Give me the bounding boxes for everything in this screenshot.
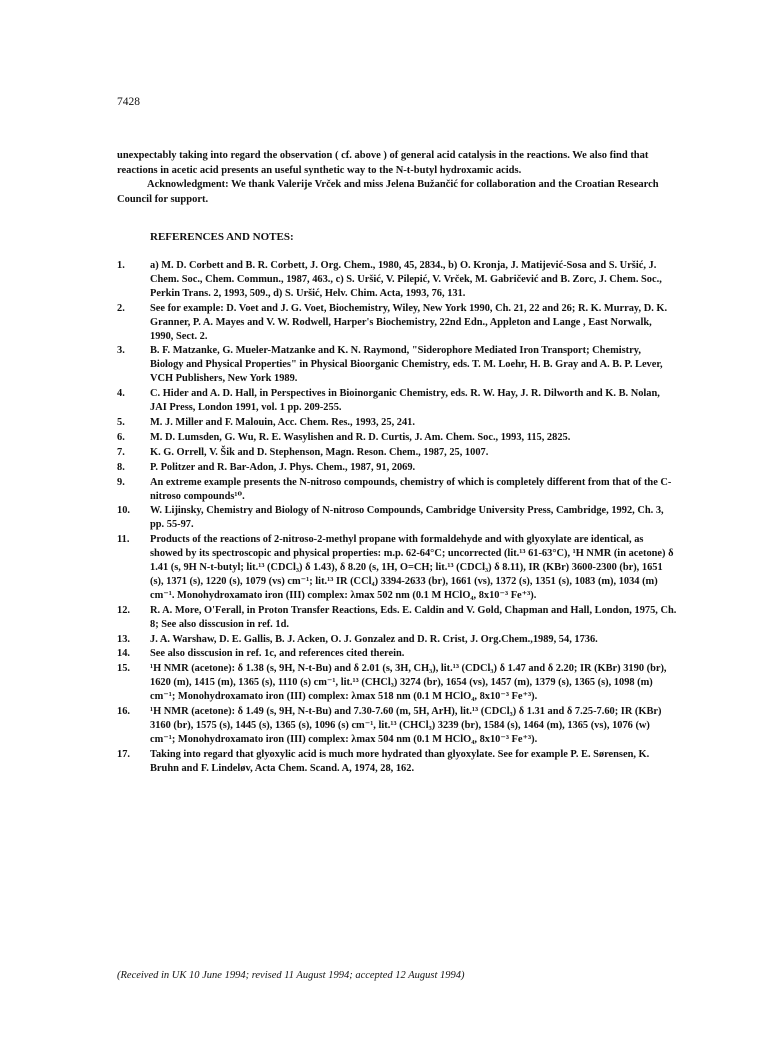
reference-number: 9. xyxy=(117,476,125,488)
reference-number: 16. xyxy=(117,706,130,718)
reference-number: 12. xyxy=(117,604,130,616)
reference-item xyxy=(117,446,677,460)
reference-number: 2. xyxy=(117,302,125,314)
reference-item xyxy=(117,416,677,430)
references-heading: REFERENCES AND NOTES: xyxy=(150,231,294,243)
reference-number: 13. xyxy=(117,633,130,645)
reference-number: 5. xyxy=(117,416,125,428)
reference-item xyxy=(117,504,677,532)
reference-number: 8. xyxy=(117,461,125,473)
reference-number: 17. xyxy=(117,748,130,760)
reference-item xyxy=(117,431,677,445)
reference-number: 6. xyxy=(117,431,125,443)
reference-item xyxy=(117,259,677,301)
reference-item xyxy=(117,705,677,747)
reference-text: M. D. Lumsden, G. Wu, R. E. Wasylishen and R. D. Curtis, J. Am. Chem. Soc., 1993, 115, 2825. xyxy=(150,431,571,443)
reference-item xyxy=(117,748,677,776)
reference-item xyxy=(117,387,677,415)
reference-item xyxy=(117,633,677,647)
reference-text: R. A. More, O'Ferall, in Proton Transfer Reactions, Eds. E. Caldin and V. Gold, Chapman and Hall, London, 1975, Ch. 8; See also disscusion in ref. 1d. xyxy=(150,604,677,630)
reference-item xyxy=(117,344,677,386)
reference-text: W. Lijinsky, Chemistry and Biology of N-nitroso Compounds, Cambridge University Press, Cambridge, 1992, Ch. 3, pp. 55-97. xyxy=(150,505,664,531)
reference-text: M. J. Miller and F. Malouin, Acc. Chem. Res., 1993, 25, 241. xyxy=(150,416,415,428)
reference-text: ¹H NMR (acetone): δ 1.49 (s, 9H, N-t-Bu) and 7.30-7.60 (m, 5H, ArH), lit.¹³ (CDCl₃) δ 1.31 and δ 7.25-7.60; IR (KBr) 3160 (br), 1575 (s), 1445 (s), 1365 (s), 1096 (s) cm⁻¹, lit.¹³ (CHCl₃) 3239 (br), 1584 (s), 1464 (m), 1365 (vs), 1076 (w) cm⁻¹; Monohydroxamato iron (III) complex: λmax 504 nm (0.1 M HClO₄, 8x10⁻³ Fe⁺³). xyxy=(150,706,662,745)
reference-text: Products of the reactions of 2-nitroso-2-methyl propane with formaldehyde and with glyoxylate are identical, as showed by its spectroscopic and physical properties: m.p. 62-64°C; uncorrected (lit.¹³ 61-63°C), ¹H NMR (in acetone) δ 1.41 (s, 9H N-t-butyl; lit.¹³ (CDCl₃) δ 1.43), δ 8.20 (s, 1H, O=CH; lit.¹³ (CDCl₃) δ 8.11), IR (KBr) 3600-2300 (br), 1651 (s), 1371 (s), 1220 (s), 1079 (vs) cm⁻¹; lit.¹³ IR (CCl₄) 3394-2633 (br), 1661 (vs), 1372 (s), 1351 (s), 1083 (m), 1034 (m) cm⁻¹. Monohydroxamato iron (III) complex: λmax 502 nm (0.1 M HClO₄, 8x10⁻³ Fe⁺³). xyxy=(150,534,674,601)
reference-text: B. F. Matzanke, G. Mueler-Matzanke and K. N. Raymond, "Siderophore Mediated Iron Transport; Chemistry, Biology and Physical Properties" in Physical Bioorganic Chemistry, eds. T. M. Loehr, H. B. Gray and A. B. P. Lever, VCH Publishers, New York 1989. xyxy=(150,345,663,385)
reference-number: 4. xyxy=(117,388,125,400)
reference-item xyxy=(117,461,677,475)
reference-text: K. G. Orrell, V. Šik and D. Stephenson, Magn. Reson. Chem., 1987, 25, 1007. xyxy=(150,446,489,458)
acknowledgment-label: Acknowledgment xyxy=(147,179,226,190)
acknowledgment-paragraph xyxy=(117,178,673,207)
reference-item xyxy=(117,662,677,704)
reference-number: 7. xyxy=(117,446,125,458)
reference-number: 15. xyxy=(117,663,130,675)
reference-text: a) M. D. Corbett and B. R. Corbett, J. Org. Chem., 1980, 45, 2834., b) O. Kronja, J. Matijević-Sosa and S. Uršić, J. Chem. Soc., Chem. Commun., 1987, 463., c) S. Uršić, V. Pilepić, V. Vrček, M. Gabričević and B. Zorc, J. Chem. Soc., Perkin Trans. 2, 1993, 509., d) S. Uršić, Helv. Chim. Acta, 1993, 76, 131. xyxy=(150,260,662,299)
reference-text: J. A. Warshaw, D. E. Gallis, B. J. Acken, O. J. Gonzalez and D. R. Crist, J. Org.Chem.,1989, 54, 1736. xyxy=(150,633,598,645)
reference-number: 3. xyxy=(117,345,125,357)
reference-text: P. Politzer and R. Bar-Adon, J. Phys. Chem., 1987, 91, 2069. xyxy=(150,461,416,473)
reference-item xyxy=(117,476,677,504)
reference-item xyxy=(117,647,677,661)
reference-item xyxy=(117,302,677,344)
conclusion-paragraph: unexpectably taking into regard the observation ( cf. above ) of general acid catalysis in the reactions. We also find that reactions in acetic acid presents an useful synthetic way to the N-t-butyl hydroxamic acids. xyxy=(117,150,649,176)
reference-number: 1. xyxy=(117,260,125,271)
reference-item xyxy=(117,604,677,632)
reference-text: See for example: D. Voet and J. G. Voet, Biochemistry, Wiley, New York 1990, Ch. 21, 22 and 26; R. K. Murray, D. K. Granner, P. A. Mayes and V. W. Rodwell, Harper's Biochemistry, 22nd Edn., Appleton and Lange , East Norwalk, 1990, Sect. 2. xyxy=(150,302,668,342)
reference-text: ¹H NMR (acetone): δ 1.38 (s, 9H, N-t-Bu) and δ 2.01 (s, 3H, CH₃), lit.¹³ (CDCl₃) δ 1.47 and δ 2.20; IR (KBr) 3190 (br), 1620 (m), 1415 (m), 1365 (s), 1110 (s) cm⁻¹, lit.¹³ (CHCl₃) 3274 (br), 1654 (vs), 1457 (m), 1379 (s), 1365 (s), 1098 (m) cm⁻¹; Monohydroxamato iron (III) complex: λmax 518 nm (0.1 M HClO₄, 8x10⁻³ Fe⁺³). xyxy=(150,663,667,703)
reference-text: Taking into regard that glyoxylic acid is much more hydrated than glyoxylate. See for example P. E. Sørensen, K. Bruhn and F. Lindeløv, Acta Chem. Scand. A, 1974, 28, 162. xyxy=(150,748,650,774)
body-text xyxy=(117,149,673,207)
acknowledgment-text: : We thank Valerije Vrček and miss Jelena Bužančić for collaboration and the Croatian Research Council for support. xyxy=(117,179,659,205)
reference-text: See also disscusion in ref. 1c, and references cited therein. xyxy=(150,648,405,660)
reference-item xyxy=(117,533,677,603)
reference-text: C. Hider and A. D. Hall, in Perspectives in Bioinorganic Chemistry, eds. R. W. Hay, J. R. Dilworth and K. B. Nolan, JAI Press, London 1991, vol. 1 pp. 209-255. xyxy=(150,388,660,414)
reference-number: 14. xyxy=(117,648,130,660)
received-dates: (Received in UK 10 June 1994; revised 11 August 1994; accepted 12 August 1994) xyxy=(117,970,465,981)
reference-text: An extreme example presents the N-nitroso compounds, chemistry of which is completely different from that of the C-nitroso compounds¹⁰. xyxy=(150,476,672,502)
reference-number: 11. xyxy=(117,534,130,546)
page-number: 7428 xyxy=(117,96,140,108)
reference-number: 10. xyxy=(117,505,130,517)
references-list xyxy=(117,259,677,777)
